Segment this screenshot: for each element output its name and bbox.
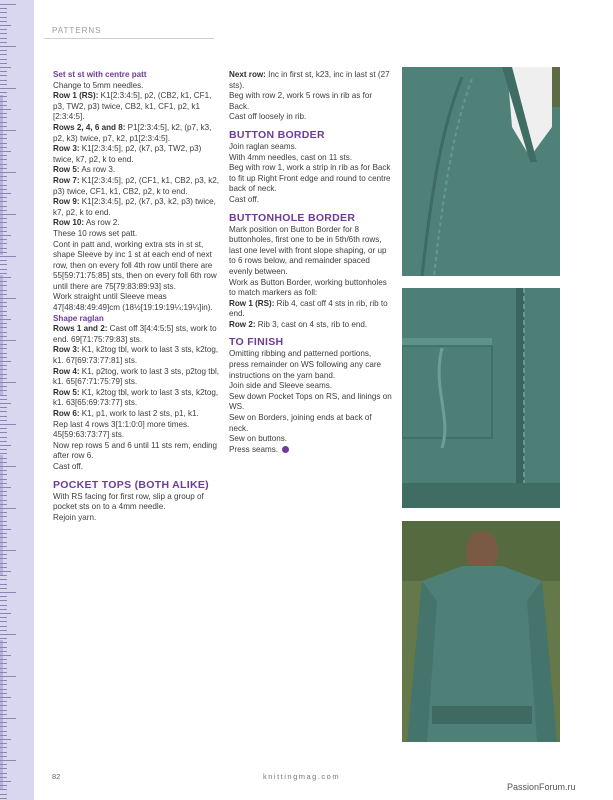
ruler-tick xyxy=(0,537,7,538)
ruler-tick xyxy=(0,689,7,690)
ruler-tick xyxy=(0,134,7,135)
sweater-photo-back xyxy=(402,521,560,742)
ruler-tick xyxy=(0,542,7,543)
row-text: As row 2. xyxy=(84,218,120,228)
ruler-tick xyxy=(0,672,7,673)
ruler-tick xyxy=(0,458,7,459)
footer-website: knittingmag.com xyxy=(263,772,341,781)
ruler-tick xyxy=(0,428,7,429)
row-text: As row 3. xyxy=(79,165,116,175)
ruler-tick xyxy=(0,710,7,711)
ruler-tick xyxy=(0,92,7,93)
instruction-line: Mark position on Button Border for 8 buttonholes, first one to be in 5th/6th rows, last one level with front slope shaping, or up to 6 rows below, and remainder spaced evenly between. xyxy=(229,224,387,276)
ruler-tick xyxy=(0,50,7,51)
ruler-tick xyxy=(0,789,7,790)
row-text: K1[2:3:4:5], p2, (CF1, k1, CB2, p3, k2, p3) twice, CF1, k1, CB2, p2, k to end. xyxy=(53,175,219,196)
ruler-tick xyxy=(0,264,7,265)
row-text: P1[2:3:4:5], k2, (p7, k3, p2, k3) twice, p7, k2, p1[2:3:4:5]. xyxy=(53,122,212,143)
ruler-tick xyxy=(0,516,7,517)
ruler-tick xyxy=(0,617,7,618)
instruction-line: Cast off. xyxy=(229,194,259,204)
row-text: K1, p1, work to last 2 sts, p1, k1. xyxy=(79,409,199,418)
ruler-tick xyxy=(0,399,7,400)
ruler-tick xyxy=(0,159,7,160)
ruler-tick xyxy=(0,311,7,312)
ruler-tick xyxy=(0,214,16,215)
row-text: Cast off 3[4:4:5:5] sts, work to end. 69[71:75:79:83] sts. xyxy=(53,324,217,344)
instruction-line: Work straight until Sleeve meas 47[48:48:49:49]cm (18½[19:19:19¼:19¼]in). xyxy=(53,292,213,313)
ruler-tick xyxy=(0,403,11,404)
ruler-tick xyxy=(0,747,7,748)
ruler-tick xyxy=(0,483,7,484)
ruler-tick xyxy=(0,596,7,597)
instruction-row xyxy=(53,197,221,218)
ruler-tick xyxy=(0,256,16,257)
ruler-tick xyxy=(0,113,7,114)
text-column-2 xyxy=(229,70,392,455)
section-heading: Set st st with centre patt xyxy=(53,70,147,79)
ruler-tick xyxy=(0,731,7,732)
ruler-tick xyxy=(0,21,7,22)
row-text: K1, k2tog tbl, work to last 3 sts, k2tog, k1. 67[69:73:77:81] sts. xyxy=(53,345,219,366)
ruler-tick xyxy=(0,218,7,219)
ruler-tick xyxy=(0,285,7,286)
ruler-tick xyxy=(0,25,11,26)
ruler-tick xyxy=(0,180,7,181)
section-heading: BUTTON BORDER xyxy=(229,128,325,141)
ruler-tick xyxy=(0,437,7,438)
ruler-tick xyxy=(0,344,7,345)
ruler-tick xyxy=(0,252,7,253)
instruction-line: Rep last 4 rows 3[1:1:0:0] more times. 45[59:63:73:77] sts. xyxy=(53,419,190,440)
instruction-row xyxy=(229,299,392,320)
instruction-line: Sew down Pocket Tops on RS, and linings on WS. xyxy=(229,391,392,412)
ruler-tick xyxy=(0,449,7,450)
ruler-tick xyxy=(0,315,7,316)
ruler-tick xyxy=(0,756,7,757)
ruler-tick xyxy=(0,4,16,5)
ruler-tick xyxy=(0,470,7,471)
ruler-tick xyxy=(0,80,7,81)
ruler-tick xyxy=(0,680,7,681)
ruler-tick xyxy=(0,512,7,513)
ruler-tick xyxy=(0,794,7,795)
instruction-row xyxy=(229,320,392,331)
instruction-row xyxy=(53,409,221,420)
ruler-tick xyxy=(0,546,7,547)
ruler-tick xyxy=(0,8,7,9)
ruler-tick xyxy=(0,684,7,685)
ruler-tick xyxy=(0,621,7,622)
end-mark-icon xyxy=(282,446,289,453)
ruler-tick xyxy=(0,71,7,72)
ruler-tick xyxy=(0,668,7,669)
ruler-tick xyxy=(0,193,11,194)
ruler-tick xyxy=(0,693,7,694)
ruler-tick xyxy=(0,109,11,110)
row-text: Inc in first st, k23, inc in last st (27 sts). xyxy=(229,70,390,90)
ruler-tick xyxy=(0,17,7,18)
ruler-tick xyxy=(0,357,7,358)
ruler-tick xyxy=(0,705,7,706)
ruler-tick xyxy=(0,155,7,156)
instruction-line: Omitting ribbing and patterned portions, press remainder on WS following any care instructions on the yarn band. xyxy=(229,349,382,380)
ruler-tick xyxy=(0,143,7,144)
row-label: Row 2: xyxy=(229,319,256,329)
instruction-line xyxy=(229,445,392,456)
ruler-tick xyxy=(0,260,7,261)
ruler-tick xyxy=(0,718,16,719)
final-instruction: Press seams. xyxy=(229,444,279,454)
instruction-line: Join raglan seams. xyxy=(229,141,297,151)
ruler-tick xyxy=(0,147,7,148)
ruler-tick xyxy=(0,773,7,774)
ruler-tick xyxy=(0,248,7,249)
ruler-tick xyxy=(0,126,7,127)
ruler-tick xyxy=(0,210,7,211)
instruction-line: Work as Button Border, working buttonholes to match markers as foll: xyxy=(229,277,387,298)
instruction-row xyxy=(53,91,221,123)
ruler-tick xyxy=(0,739,11,740)
ruler-tick xyxy=(0,222,7,223)
ruler-tick xyxy=(0,592,16,593)
ruler-tick xyxy=(0,605,7,606)
ruler-tick xyxy=(0,84,7,85)
ruler-tick xyxy=(0,189,7,190)
row-text: K1, p2tog, work to last 3 sts, p2tog tbl, k1. 65[67:71:75:79] sts. xyxy=(53,366,219,387)
ruler-tick xyxy=(0,563,7,564)
ruler-tick xyxy=(0,441,7,442)
ruler-tick xyxy=(0,521,7,522)
instruction-row xyxy=(53,324,221,345)
ruler-tick xyxy=(0,638,7,639)
row-text: K1[2:3:4:5], p2, (k7, p3, k2, p3) twice, k7, p2, k to end. xyxy=(53,197,216,217)
ruler-tick xyxy=(0,764,7,765)
row-label: Row 1 (RS): xyxy=(53,91,99,101)
ruler-tick xyxy=(0,533,7,534)
ruler-tick xyxy=(0,554,7,555)
instruction-row xyxy=(53,165,221,176)
ruler-tick xyxy=(0,491,7,492)
ruler-tick xyxy=(0,558,7,559)
ruler-tick xyxy=(0,743,7,744)
ruler-strip xyxy=(0,455,3,575)
ruler-tick xyxy=(0,777,7,778)
ruler-tick xyxy=(0,500,7,501)
ruler-tick xyxy=(0,424,16,425)
ruler-tick xyxy=(0,651,7,652)
ruler-tick xyxy=(0,33,7,34)
ruler-tick xyxy=(0,642,7,643)
ruler-tick xyxy=(0,466,16,467)
ruler-tick xyxy=(0,575,7,576)
ruler-tick xyxy=(0,382,16,383)
row-text: K1[2:3:4:5], p2, (CB2, k1, CF1, p3, TW2, p3) twice, CB2, k1, CF1, p2, k1 [2:3:4:5]. xyxy=(53,91,212,122)
ruler-tick xyxy=(0,626,7,627)
ruler-tick xyxy=(0,63,7,64)
ruler-tick xyxy=(0,374,7,375)
subsection-heading: Shape raglan xyxy=(53,313,104,323)
ruler-tick xyxy=(0,445,11,446)
instruction-row xyxy=(53,123,221,144)
ruler-tick xyxy=(0,760,16,761)
ruler-tick xyxy=(0,630,7,631)
ruler-tick xyxy=(0,508,16,509)
ruler-tick xyxy=(0,273,7,274)
ruler-tick xyxy=(0,722,7,723)
ruler-tick xyxy=(0,348,7,349)
ruler-tick xyxy=(0,340,16,341)
instruction-line: Sew on Borders, joining ends at back of neck. xyxy=(229,413,372,433)
row-text: K1, k2tog tbl, work to last 3 sts, k2tog, k1. 63[65:69:73:77] sts. xyxy=(53,387,219,408)
instruction-line: Cast off. xyxy=(53,461,83,471)
text-column-1 xyxy=(53,70,221,523)
instruction-line: Cont in patt and, working extra sts in st st, shape Sleeve by inc 1 st at each end of next row, then on every foll 4th row until there are 55[59:71:75:85] sts, then on every foll 6th row until there are 75[79:83:89:93] sts. xyxy=(53,239,217,291)
ruler-tick xyxy=(0,59,7,60)
instruction-row xyxy=(53,176,221,197)
ruler-tick xyxy=(0,298,16,299)
ruler-tick xyxy=(0,479,7,480)
sweater-photo-pocket xyxy=(402,288,560,508)
sweater-photo-front xyxy=(402,67,560,276)
ruler-tick xyxy=(0,588,7,589)
row-label: Row 1 (RS): xyxy=(229,298,275,308)
ruler-tick xyxy=(0,365,7,366)
row-label: Next row: xyxy=(229,70,266,79)
ruler-tick xyxy=(0,227,7,228)
ruler-tick xyxy=(0,584,7,585)
instruction-row xyxy=(53,218,221,229)
row-label: Row 4: xyxy=(53,366,80,376)
ruler-tick xyxy=(0,302,7,303)
ruler-tick xyxy=(0,130,16,131)
page-ruler xyxy=(0,0,34,800)
ruler-tick xyxy=(0,185,7,186)
ruler-tick xyxy=(0,231,7,232)
row-label: Row 5: xyxy=(53,387,80,397)
ruler-tick xyxy=(0,12,7,13)
ruler-tick xyxy=(0,239,7,240)
ruler-tick xyxy=(0,332,7,333)
ruler-tick xyxy=(0,752,7,753)
instruction-line: These 10 rows set patt. xyxy=(53,228,138,238)
ruler-tick xyxy=(0,474,7,475)
ruler-tick xyxy=(0,613,11,614)
ruler-tick xyxy=(0,659,7,660)
ruler-tick xyxy=(0,676,16,677)
row-label: Rows 1 and 2: xyxy=(53,324,108,334)
ruler-tick xyxy=(0,176,7,177)
ruler-tick xyxy=(0,647,7,648)
ruler-tick xyxy=(0,462,7,463)
ruler-tick xyxy=(0,369,7,370)
row-text: Rib 4, cast off 4 sts in rib, rib to end. xyxy=(229,298,388,319)
row-label: Row 3: xyxy=(53,345,80,355)
ruler-tick xyxy=(0,655,11,656)
instruction-row xyxy=(53,345,221,366)
ruler-tick xyxy=(0,525,7,526)
row-label: Row 7: xyxy=(53,175,80,185)
ruler-tick xyxy=(0,600,7,601)
watermark: PassionForum.ru xyxy=(507,782,576,792)
row-label: Row 9: xyxy=(53,197,80,207)
instruction-line: Join side and Sleeve seams. xyxy=(229,381,333,391)
ruler-tick xyxy=(0,714,7,715)
row-text: K1[2:3:4:5], p2, (k7, p3, TW2, p3) twice, k7, p2, k to end. xyxy=(53,144,202,164)
ruler-tick xyxy=(0,151,11,152)
ruler-tick xyxy=(0,277,11,278)
ruler-tick xyxy=(0,395,7,396)
ruler-tick xyxy=(0,567,7,568)
ruler-tick xyxy=(0,550,16,551)
header-divider xyxy=(44,38,214,39)
ruler-tick xyxy=(0,697,11,698)
instruction-row xyxy=(53,144,221,165)
ruler-tick xyxy=(0,197,7,198)
ruler-tick xyxy=(0,487,11,488)
ruler-tick xyxy=(0,42,7,43)
ruler-tick xyxy=(0,798,7,799)
ruler-tick xyxy=(0,168,7,169)
row-label: Row 10: xyxy=(53,218,85,228)
ruler-tick xyxy=(0,327,7,328)
ruler-tick xyxy=(0,411,7,412)
ruler-tick xyxy=(0,96,7,97)
ruler-tick xyxy=(0,390,7,391)
instruction-line: With RS facing for first row, slip a group of pocket sts on to a 4mm needle. xyxy=(53,491,204,512)
ruler-tick xyxy=(0,67,11,68)
ruler-tick xyxy=(0,420,7,421)
ruler-tick xyxy=(0,117,7,118)
instruction-row xyxy=(53,367,221,388)
ruler-tick xyxy=(0,768,7,769)
row-label: Rows 2, 4, 6 and 8: xyxy=(53,122,126,132)
ruler-tick xyxy=(0,495,7,496)
instruction-line: Rejoin yarn. xyxy=(53,512,97,522)
ruler-tick xyxy=(0,701,7,702)
instruction-row xyxy=(53,388,221,409)
ruler-tick xyxy=(0,634,16,635)
ruler-tick xyxy=(0,290,7,291)
ruler-tick xyxy=(0,609,7,610)
ruler-tick xyxy=(0,361,11,362)
ruler-tick xyxy=(0,571,11,572)
ruler-tick xyxy=(0,105,7,106)
instruction-line: Beg with row 1, work a strip in rib as for Back to fit up Right Front edge and round to centre back of neck. xyxy=(229,163,391,194)
row-text: Rib 3, cast on 4 sts, rib to end. xyxy=(255,319,368,329)
ruler-tick xyxy=(0,88,16,89)
section-heading: POCKET TOPS (BOTH ALIKE) xyxy=(53,478,209,491)
row-label: Row 3: xyxy=(53,144,80,154)
ruler-tick xyxy=(0,46,16,47)
ruler-tick xyxy=(0,529,11,530)
ruler-tick xyxy=(0,101,7,102)
ruler-tick xyxy=(0,336,7,337)
ruler-tick xyxy=(0,164,7,165)
ruler-tick xyxy=(0,206,7,207)
instruction-line: With 4mm needles, cast on 11 sts. xyxy=(229,152,353,162)
section-heading: TO FINISH xyxy=(229,336,284,349)
section-label: PATTERNS xyxy=(52,26,102,35)
ruler-tick xyxy=(0,201,7,202)
ruler-tick xyxy=(0,29,7,30)
ruler-tick xyxy=(0,294,7,295)
ruler-tick xyxy=(0,785,7,786)
ruler-tick xyxy=(0,281,7,282)
ruler-tick xyxy=(0,75,7,76)
ruler-tick xyxy=(0,504,7,505)
page-number: 82 xyxy=(52,772,61,781)
ruler-tick xyxy=(0,378,7,379)
ruler-tick xyxy=(0,453,7,454)
row-label: Row 5: xyxy=(53,165,80,175)
ruler-tick xyxy=(0,235,11,236)
ruler-tick xyxy=(0,269,7,270)
ruler-tick xyxy=(0,781,11,782)
ruler-tick xyxy=(0,54,7,55)
ruler-tick xyxy=(0,353,7,354)
ruler-tick xyxy=(0,243,7,244)
ruler-tick xyxy=(0,735,7,736)
ruler-tick xyxy=(0,306,7,307)
ruler-tick xyxy=(0,579,7,580)
ruler-tick xyxy=(0,319,11,320)
instruction-line: Now rep rows 5 and 6 until 11 sts rem, ending after row 6. xyxy=(53,440,218,461)
ruler-tick xyxy=(0,432,7,433)
row-label: Row 6: xyxy=(53,409,80,418)
instruction-line: Beg with row 2, work 5 rows in rib as for Back. xyxy=(229,91,373,111)
ruler-tick xyxy=(0,386,7,387)
instruction-line: Sew on buttons. xyxy=(229,434,288,444)
ruler-tick xyxy=(0,416,7,417)
ruler-tick xyxy=(0,122,7,123)
instruction-line: Change to 5mm needles. xyxy=(53,80,144,90)
section-heading: BUTTONHOLE BORDER xyxy=(229,211,356,224)
ruler-tick xyxy=(0,726,7,727)
ruler-tick xyxy=(0,323,7,324)
ruler-tick xyxy=(0,407,7,408)
ruler-tick xyxy=(0,663,7,664)
ruler-tick xyxy=(0,38,7,39)
ruler-tick xyxy=(0,172,16,173)
instruction-line: Cast off loosely in rib. xyxy=(229,112,307,122)
ruler-tick xyxy=(0,138,7,139)
instruction-row xyxy=(229,70,392,91)
